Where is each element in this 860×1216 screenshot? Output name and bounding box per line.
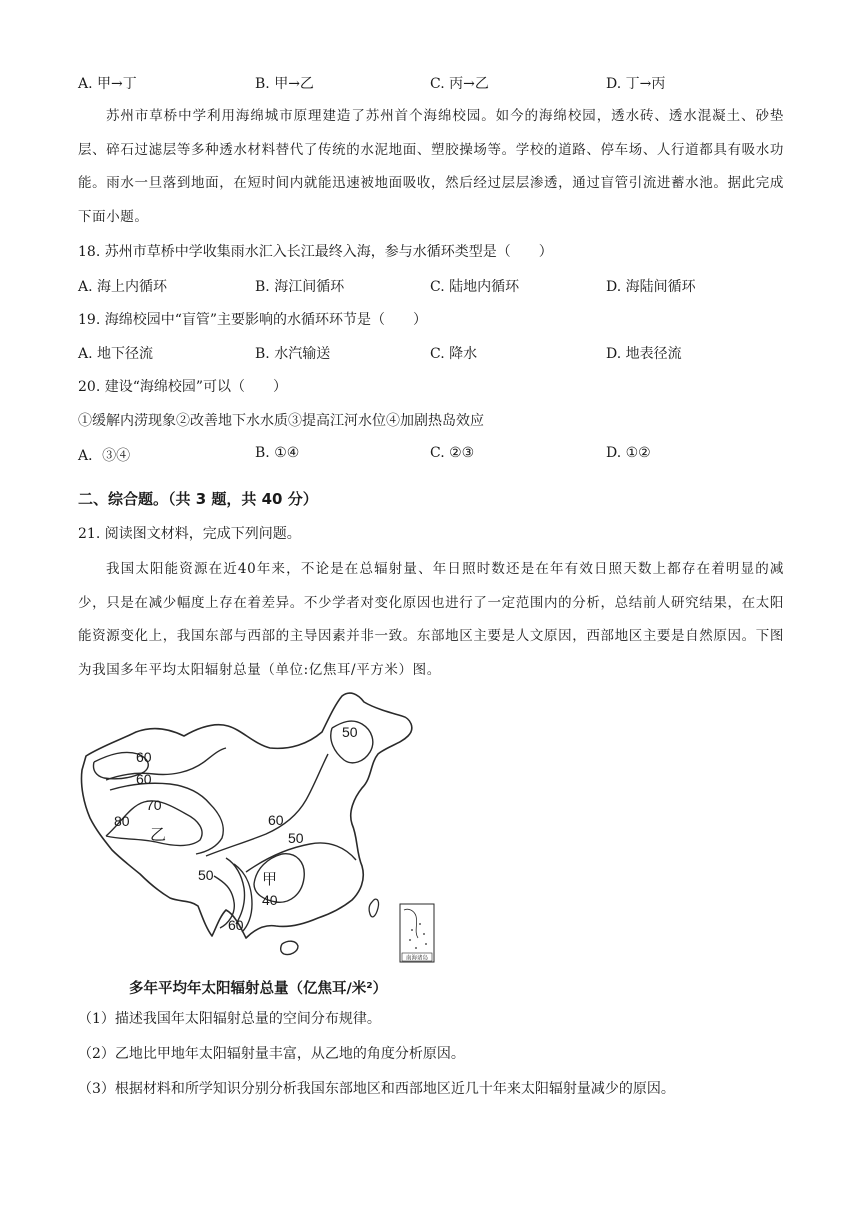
option-c: C. 降水 [430,346,478,362]
solar-radiation-map [76,688,436,970]
q17-options [78,73,798,93]
sub-question-2: （2）乙地比甲地年太阳辐射量丰富，从乙地的角度分析原因。 [78,1046,465,1062]
q20-options [78,445,798,465]
contour-60-sw [226,858,245,924]
option-a: A. 地下径流 [78,346,154,362]
q21-stem: 21. 阅读图文材料，完成下列问题。 [78,526,301,542]
q20-statements: ①缓解内涝现象②改善地下水水质③提高江河水位④加剧热岛效应 [78,413,484,429]
map-label: 70 [146,797,162,813]
option-a: A. 甲→丁 [78,76,137,92]
option-b: B. 水汽输送 [255,346,331,362]
map-label: 60 [268,812,284,828]
option-b: B. ①④ [255,445,300,461]
map-label: 50 [288,830,304,846]
map-label: 50 [342,724,358,740]
section-heading: 二、综合题。（共 3 题，共 40 分） [78,490,318,508]
option-d: D. 地表径流 [606,346,682,362]
option-d: D. 海陆间循环 [606,279,696,295]
q18-options [78,276,798,296]
map-label: 60 [136,771,152,787]
option-a: A．③④ [78,448,131,464]
option-d: D. 丁→丙 [606,76,666,92]
hainan-island [281,941,298,954]
solar-passage: 我国太阳能资源在近40年来，不论是在总辐射量、年日照时数还是在年有效日照天数上都存在着明显的减少，只是在减少幅度上存在着差异。不少学者对变化原因也进行了一定范围内的分析，总结前人研究结果，在太阳能资源变化上，我国东部与西部的主导因素并非一致。东部地区主要是人文原因，西部地区主要是自然原因。下图为我国多年平均太阳辐射总量（单位:亿焦耳/平方米）图。 [78,561,784,678]
option-c: C. 丙→乙 [430,76,489,92]
taiwan-island [369,899,378,917]
inset-label: 南海诸岛 [405,955,429,962]
sub-question-3: （3）根据材料和所学知识分别分析我国东部地区和西部地区近几十年来太阳辐射量减少的原因。 [78,1081,675,1097]
option-c: C. ②③ [430,445,475,461]
option-d: D. ①② [606,445,651,461]
q19-stem: 19. 海绵校园中“盲管”主要影响的水循环环节是（ ） [78,312,428,328]
map-label: 甲 [262,871,278,888]
sponge-campus-passage: 苏州市草桥中学利用海绵城市原理建造了苏州首个海绵校园。如今的海绵校园，透水砖、透水混凝土、砂垫层、碎石过滤层等多种透水材料替代了传统的水泥地面、塑胶操场等。学校的道路、停车场、人行道都具有吸水功能。雨水一旦落到地面，在短时间内就能迅速被地面吸收，然后经过层层渗透，通过盲管引流进蓄水池。据此完成下面小题。 [78,108,784,225]
q18-stem: 18. 苏州市草桥中学收集雨水汇入长江最终入海，参与水循环类型是（ ） [78,244,553,260]
map-label: 60 [136,749,152,765]
option-c: C. 陆地内循环 [430,279,520,295]
map-label: 50 [198,867,214,883]
map-label: 40 [262,892,278,908]
option-b: B. 海江间循环 [255,279,345,295]
q20-stem: 20. 建设“海绵校园”可以（ ） [78,379,288,395]
china-map-svg [76,688,436,970]
map-label: 乙 [150,827,167,844]
option-a: A. 海上内循环 [78,279,168,295]
south-china-sea-inset [400,904,434,962]
q19-options [78,343,798,363]
map-label: 60 [228,917,244,933]
china-outline [81,693,411,938]
sub-question-1: （1）描述我国年太阳辐射总量的空间分布规律。 [78,1011,381,1027]
map-caption: 多年平均年太阳辐射总量（亿焦耳/米²） [129,981,388,997]
contour-60-central [206,754,328,856]
contour-50-central [246,843,356,872]
option-b: B. 甲→乙 [255,76,314,92]
map-label: 80 [114,813,130,829]
